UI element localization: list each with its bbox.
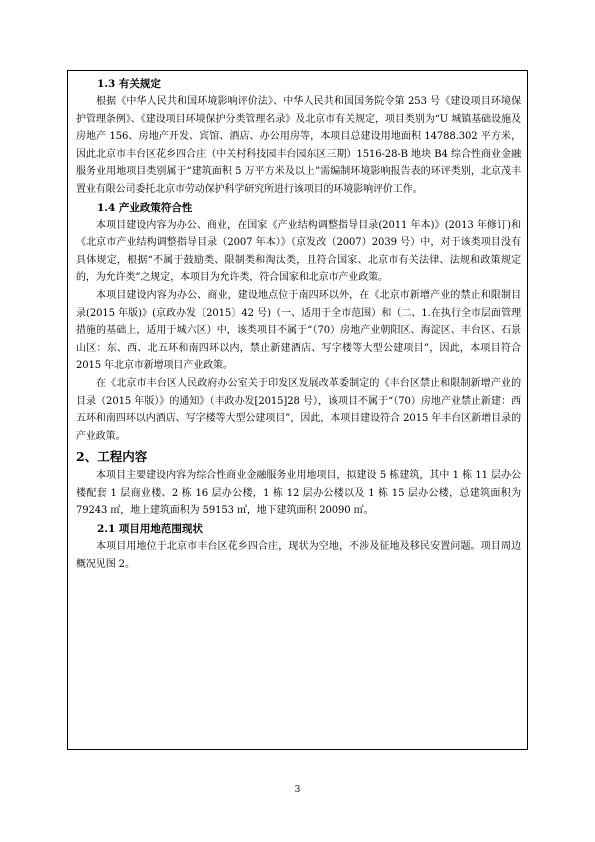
page-number: 3: [294, 785, 301, 795]
section-heading-2-1: 2.1 项目用地范围现状: [97, 523, 203, 536]
paragraph-policy-national: 本项目建设内容为办公、商业，在国家《产业结构调整指导目录(2011 年本)》(2013 年修订)和《北京市产业结构调整指导目录（2007 年本）》（京发改（2007）2039 号）中，对于该类项目没有具体规定，根据“不属于鼓励类、限制类和淘汰类，且符合国家、北京市有关法律、法规和政策规定的，为允许类”之规定，本项目为允许类，符合国家和北京市产业政策。: [76, 219, 521, 284]
paragraph-policy-fengtai: 在《北京市丰台区人民政府办公室关于印发区发展改革委制定的《丰台区禁止和限制新增产业的目录（2015 年版）》的通知》（丰政办发[2015]28 号），该项目不属于“（70）房地产业禁止新建：西五环和南四环以内酒店、写字楼等大型公建项目”，因此，本项目建设符合 2015 年丰台区新增目录的产业政策。: [76, 377, 521, 442]
paragraph-site-status: 本项目用地位于北京市丰台区花乡四合庄，现状为空地，不涉及征地及移民安置问题。项目周边概况见图 2。: [76, 541, 521, 570]
content-frame: [67, 70, 528, 750]
document-body: [76, 75, 521, 573]
section-heading-2: 2、工程内容: [76, 449, 148, 465]
section-heading-1-3: 1.3 有关规定: [97, 78, 161, 90]
section-heading-1-4: 1.4 产业政策符合性: [97, 201, 193, 214]
paragraph-project-content: 本项目主要建设内容为综合性商业金融服务业用地项目，拟建设 5 栋建筑，其中 1 栋 11 层办公楼配套 1 层商业楼、2 栋 16 层办公楼，1 栋 12 层办公楼以及 1 栋 15 层办公楼，总建筑面积为 79243 ㎡，地上建筑面积为 59153 ㎡，地下建筑面积 20090 ㎡。: [76, 470, 521, 517]
paragraph-regulations: 根据《中华人民共和国环境影响评价法》、中华人民共和国国务院令第 253 号《建设项目环境保护管理条例》、《建设项目环境保护分类管理名录》及北京市有关规定，项目类别为“U 城镇基础设施及房地产 156、房地产开发、宾馆、酒店、办公用房等，本项目总建设用地面积 14788.302 平方米，因此北京市丰台区花乡四合庄（中关村科技园丰台园东区三期）1516-28-B 地块 B4 综合性商业金融服务业用地项目类别属于“建筑面积 5 万平方米及以上”需编制环境影响报告表的环评类别，北京茂丰置业有限公司委托北京市劳动保护科学研究所进行该项目的环境影响评价工作。: [76, 96, 521, 195]
paragraph-policy-beijing: 本项目建设内容为办公、商业，建设地点位于南四环以外，在《北京市新增产业的禁止和限制目录(2015 年版)》(京政办发〔2015〕42 号)（一、适用于全市范围）和（二、1.在执行全市层面管理措施的基础上，适用于城六区）中，该类项目不属于“（70）房地产业朝阳区、海淀区、丰台区、石景山区：东、西、北五环和南四环以内，禁止新建酒店、写字楼等大型公建项目”，因此，本项目符合 2015 年北京市新增项目产业政策。: [76, 289, 521, 372]
